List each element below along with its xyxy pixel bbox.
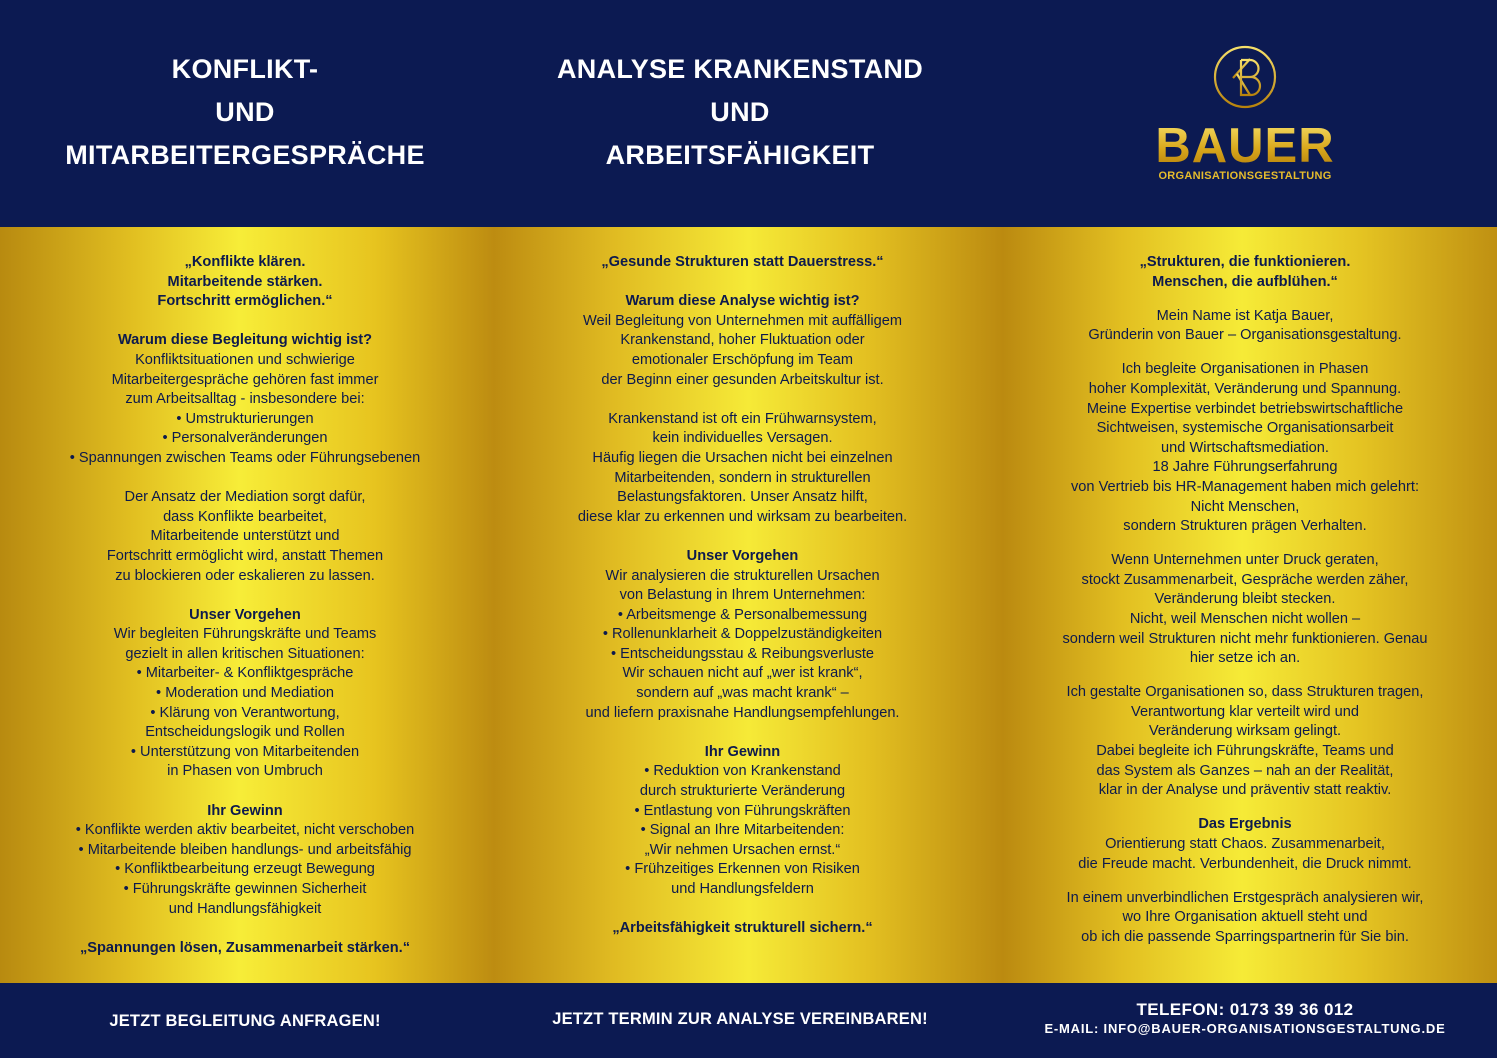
spacer (495, 390, 990, 410)
spacer (495, 527, 990, 547)
text-line: • Frühzeitiges Erkennen von Risiken (625, 861, 860, 878)
spacer (0, 312, 490, 332)
text-line: Meine Expertise verbindet betriebswirtschaftliche (1086, 400, 1404, 417)
text-line: • Führungskräfte gewinnen Sicherheit (123, 881, 367, 897)
text-line: hier setze ich an. (1189, 650, 1301, 667)
heading-line: Warum diese Begleitung wichtig ist? (117, 332, 373, 349)
heading-line: Unser Vorgehen (686, 547, 799, 564)
title-line: MITARBEITERGESPRÄCHE (65, 140, 425, 170)
title-line: UND (710, 97, 770, 127)
text-line: sondern Strukturen prägen Verhalten. (1123, 518, 1367, 535)
text-line: und liefern praxisnahe Handlungsempfehlungen. (585, 704, 900, 721)
text-line: Belastungsfaktoren. Unser Ansatz hilft, (617, 489, 868, 506)
text-line: klar in der Analyse und präventiv statt reaktiv. (1098, 782, 1392, 799)
text-line: In einem unverbindlichen Erstgespräch analysieren wir, (1066, 889, 1424, 906)
spacer (1000, 537, 1490, 552)
logo (1150, 44, 1340, 194)
spacer (1000, 874, 1490, 889)
spacer (495, 723, 990, 743)
column-konfliktgespraeche (0, 253, 490, 958)
text-line: Veränderung wirksam gelingt. (1148, 723, 1342, 740)
heading-line: Ihr Gewinn (704, 743, 781, 760)
text-line: emotionaler Erschöpfung im Team (631, 351, 854, 368)
cta-begleitung-anfragen[interactable]: JETZT BEGLEITUNG ANFRAGEN! (109, 1012, 381, 1030)
text-line: zu blockieren oder eskalieren zu lassen. (115, 567, 375, 584)
text-line: • Mitarbeitende bleiben handlungs- und arbeitsfähig (78, 841, 412, 858)
text-line: dass Konflikte bearbeitet, (163, 508, 327, 525)
spacer (0, 782, 490, 802)
spacer (0, 586, 490, 606)
heading-line: Mitarbeitende stärken. (167, 273, 323, 290)
text-line: Veränderung bleibt stecken. (1154, 591, 1336, 608)
heading-line: Menschen, die aufblühen.“ (1152, 273, 1338, 290)
text-line: Mitarbeitende unterstützt und (150, 528, 340, 545)
text-line: Gründerin von Bauer – Organisationsgestaltung. (1088, 327, 1402, 344)
text-line: Wir schauen nicht auf „wer ist krank“, (622, 665, 863, 682)
contact-phone[interactable]: TELEFON: 0173 39 36 012 (1136, 1000, 1354, 1019)
text-line: zum Arbeitsalltag - insbesondere bei: (125, 391, 365, 408)
spacer (0, 919, 490, 939)
text-line: Sichtweisen, systemische Organisationsarbeit (1096, 420, 1394, 437)
text-line: Konfliktsituationen und schwierige (135, 351, 355, 368)
text-line: stockt Zusammenarbeit, Gespräche werden zäher, (1081, 571, 1409, 588)
heading-line: Fortschritt ermöglichen.“ (157, 293, 333, 310)
text-line: • Umstrukturierungen (176, 410, 314, 427)
text-line: gezielt in allen kritischen Situationen: (125, 645, 365, 662)
spacer (1000, 801, 1490, 816)
heading-line: „Gesunde Strukturen statt Dauerstress.“ (601, 254, 884, 270)
text-line: Wir begleiten Führungskräfte und Teams (113, 626, 377, 643)
text-line: • Entscheidungsstau & Reibungsverluste (610, 645, 875, 662)
title-line: KONFLIKT- (171, 54, 319, 84)
text-line: • Reduktion von Krankenstand (644, 763, 841, 780)
text-line: Ich begleite Organisationen in Phasen (1121, 361, 1369, 378)
text-line: Krankenstand, hoher Fluktuation oder (620, 332, 865, 349)
heading-line: Ihr Gewinn (207, 802, 283, 819)
heading-line: Warum diese Analyse wichtig ist? (625, 293, 860, 310)
text-line: von Belastung in Ihrem Unternehmen: (619, 587, 866, 604)
column-about (1000, 253, 1490, 947)
spacer (0, 469, 490, 489)
heading-line: „Spannungen lösen, Zusammenarbeit stärken.“ (79, 939, 411, 956)
text-line: Nicht Menschen, (1190, 498, 1300, 515)
text-line: • Moderation und Mediation (156, 685, 334, 702)
text-line: Mein Name ist Katja Bauer, (1156, 307, 1334, 324)
text-line: durch strukturierte Veränderung (639, 783, 846, 800)
text-line: die Freude macht. Verbundenheit, die Druck nimmt. (1078, 855, 1412, 872)
text-line: Wir analysieren die strukturellen Ursachen (605, 567, 880, 584)
text-line: Ich gestalte Organisationen so, dass Strukturen tragen, (1066, 684, 1424, 701)
text-line: Weil Begleitung von Unternehmen mit auffälligem (582, 312, 903, 329)
kb-monogram-icon (1212, 44, 1278, 110)
spacer (1000, 292, 1490, 307)
text-line: Entscheidungslogik und Rollen (145, 724, 345, 741)
spacer (1000, 346, 1490, 361)
spacer (495, 900, 990, 920)
text-line: und Handlungsfeldern (671, 881, 814, 897)
heading-line: Unser Vorgehen (189, 606, 301, 623)
title-line: ANALYSE KRANKENSTAND (556, 54, 924, 84)
text-line: • Konflikte werden aktiv bearbeitet, nicht verschoben (75, 822, 415, 839)
heading-line: „Arbeitsfähigkeit strukturell sichern.“ (612, 920, 873, 937)
text-line: Mitarbeitergespräche gehören fast immer (111, 371, 379, 388)
text-line: • Entlastung von Führungskräften (634, 802, 851, 819)
text-line: ob ich die passende Sparringspartnerin für Sie bin. (1081, 928, 1409, 945)
text-line: • Signal an Ihre Mitarbeitenden: (640, 822, 845, 839)
text-line: Häufig liegen die Ursachen nicht bei einzelnen (592, 449, 893, 466)
text-line: • Konfliktbearbeitung erzeugt Bewegung (115, 861, 375, 878)
text-line: Wenn Unternehmen unter Druck geraten, (1111, 552, 1379, 569)
contact-email[interactable]: E-MAIL: INFO@BAUER-ORGANISATIONSGESTALTUNG.DE (1044, 1021, 1446, 1036)
text-line: Krankenstand ist oft ein Frühwarnsystem, (608, 410, 877, 427)
spacer (1000, 669, 1490, 684)
logo-subtitle: ORGANISATIONSGESTALTUNG (1158, 170, 1332, 182)
text-line: • Mitarbeiter- & Konfliktgespräche (136, 665, 354, 682)
column-krankenstand (495, 253, 990, 939)
text-line: Dabei begleite ich Führungskräfte, Teams und (1096, 743, 1394, 760)
text-line: und Wirtschaftsmediation. (1161, 439, 1329, 456)
text-line: sondern weil Strukturen nicht mehr funktionieren. Genau (1062, 630, 1428, 647)
text-line: der Beginn einer gesunden Arbeitskultur ist. (601, 371, 884, 388)
text-line: Nicht, weil Menschen nicht wollen – (1129, 611, 1361, 627)
text-line: Fortschritt ermöglicht wird, anstatt Themen (106, 547, 384, 564)
heading-line: „Konflikte klären. (184, 254, 306, 270)
text-line: 18 Jahre Führungserfahrung (1152, 459, 1338, 476)
text-line: Mitarbeitenden, sondern in strukturellen (614, 469, 871, 486)
text-line: • Unterstützung von Mitarbeitenden (130, 743, 360, 760)
text-line: und Handlungsfähigkeit (168, 900, 322, 917)
text-line: • Klärung von Verantwortung, (150, 704, 340, 721)
text-line: sondern auf „was macht krank“ – (636, 685, 849, 702)
text-line: • Arbeitsmenge & Personalbemessung (617, 606, 868, 623)
text-line: Der Ansatz der Mediation sorgt dafür, (124, 489, 366, 506)
title-krankenstand-analyse (495, 48, 985, 177)
text-line: hoher Komplexität, Veränderung und Spannung. (1088, 380, 1402, 397)
heading-line: Das Ergebnis (1198, 816, 1292, 833)
text-line: Orientierung statt Chaos. Zusammenarbeit, (1105, 835, 1385, 852)
title-line: UND (215, 97, 275, 127)
logo-name: BAUER (1150, 120, 1340, 172)
text-line: von Vertrieb bis HR-Management haben mich gelehrt: (1071, 478, 1419, 495)
text-line: • Spannungen zwischen Teams oder Führungsebenen (69, 449, 421, 466)
text-line: das System als Ganzes – nah an der Realität, (1096, 762, 1394, 779)
spacer (495, 273, 990, 293)
text-line: wo Ihre Organisation aktuell steht und (1122, 909, 1368, 926)
heading-line: „Strukturen, die funktionieren. (1139, 254, 1351, 270)
text-line: Verantwortung klar verteilt wird und (1131, 703, 1359, 720)
text-line: kein individuelles Versagen. (652, 430, 833, 447)
text-line: diese klar zu erkennen und wirksam zu bearbeiten. (577, 508, 908, 525)
text-line: „Wir nehmen Ursachen ernst.“ (644, 841, 841, 858)
text-line: • Rollenunklarheit & Doppelzuständigkeiten (602, 626, 883, 643)
title-line: ARBEITSFÄHIGKEIT (605, 140, 875, 170)
text-line: • Personalveränderungen (162, 430, 328, 447)
title-konfliktgespraeche (0, 48, 490, 177)
cta-termin-vereinbaren[interactable]: JETZT TERMIN ZUR ANALYSE VEREINBAREN! (552, 1010, 928, 1028)
text-line: in Phasen von Umbruch (167, 763, 323, 780)
